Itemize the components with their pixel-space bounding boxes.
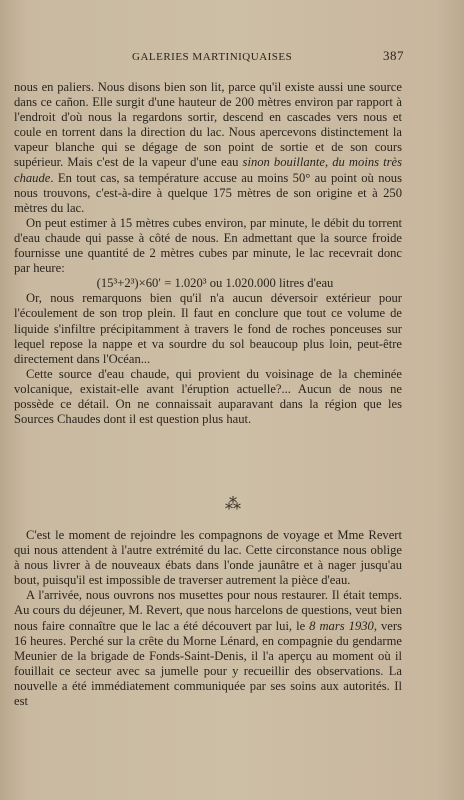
- emphasis: 8 mars 1930: [309, 618, 374, 633]
- text-block-2: [14, 528, 402, 709]
- formula: (15³+2³)×60′ = 1.020³ ou 1.020.000 litres d'eau: [96, 276, 334, 291]
- paragraph: On peut estimer à 15 mètres cubes environ, par minute, le débit du torrent d'eau chaude qui passe à côté de nous. En admettant que la source froide fournisse une quantité de 2 mètres cubes par minute, le lac recevrait donc par heure:: [14, 215, 402, 276]
- paragraph: nous en paliers. Nous disons bien son lit, parce qu'il existe aussi une source dans ce cañon. Elle surgit d'une hauteur de 200 mètres environ par rapport à l'endroit d'où nous la regardons sortir, descend en cascades vers nous et coule en torrent dans la direction du lac. Nous apercevons distinctement la vapeur blanche qui se dégage de son point de sortie et de son cours supérieur. Mais c'est de la vapeur d'une eau sinon bouillante, du moins très chaude. En tout cas, sa température accuse au moins 50° au point où nous nous trouvons, c'est-à-dire à quelque 175 mètres de son origine et à 250 mètres du lac.: [14, 80, 402, 215]
- emphasis: sinon bouillante, du moins très chaude: [14, 155, 402, 185]
- running-title: GALERIES MARTINIQUAISES: [132, 51, 293, 63]
- paragraph: Cette source d'eau chaude, qui provient du voisinage de la cheminée volcanique, existait-elle avant l'éruption actuelle?... Aucun de nous ne possède ce détail. On ne connaissait auparavant dans la région que les Sources Chaudes dont il est question plus haut.: [14, 366, 402, 427]
- page-number: 387: [383, 48, 404, 63]
- text-block-1: [14, 80, 402, 427]
- paragraph: A l'arrivée, nous ouvrons nos musettes pour nous restaurer. Il était temps. Au cours du déjeuner, M. Revert, que nous harcelons de questions, veut bien nous faire connaître que le lac a été découvert par lui, le 8 mars 1930, vers 16 heures. Perché sur la crête du Morne Lénard, en compagnie du gendarme Meunier de la brigade de Fonds-Saint-Denis, il l'a aperçu au moment où il fouillait ce secteur avec sa jumelle pour y recueillir des observations. La nouvelle a été immédiatement communiquée par ses soins aux autorités. Il est: [14, 588, 402, 709]
- paragraph: Or, nous remarquons bien qu'il n'a aucun déversoir extérieur pour l'écoulement de son trop plein. Il faut en conclure que tout ce volume de liquide s'infiltre précipitamment à travers le fond de roches ponceuses sur lequel repose la nappe et va sourdre du sol beaucoup plus loin, peut-être directement dans l'Océan...: [14, 291, 402, 366]
- section-separator: ⁂: [225, 496, 239, 513]
- running-header: [58, 48, 404, 64]
- paragraph: C'est le moment de rejoindre les compagnons de voyage et Mme Revert qui nous attendent à l'autre extrémité du lac. Cette circonstance nous oblige à nous livrer à de nouveaux ébats dans l'onde jaunâtre et à nager jusqu'au bout, puisqu'il est impossible de traverser autrement la pièce d'eau.: [14, 528, 402, 588]
